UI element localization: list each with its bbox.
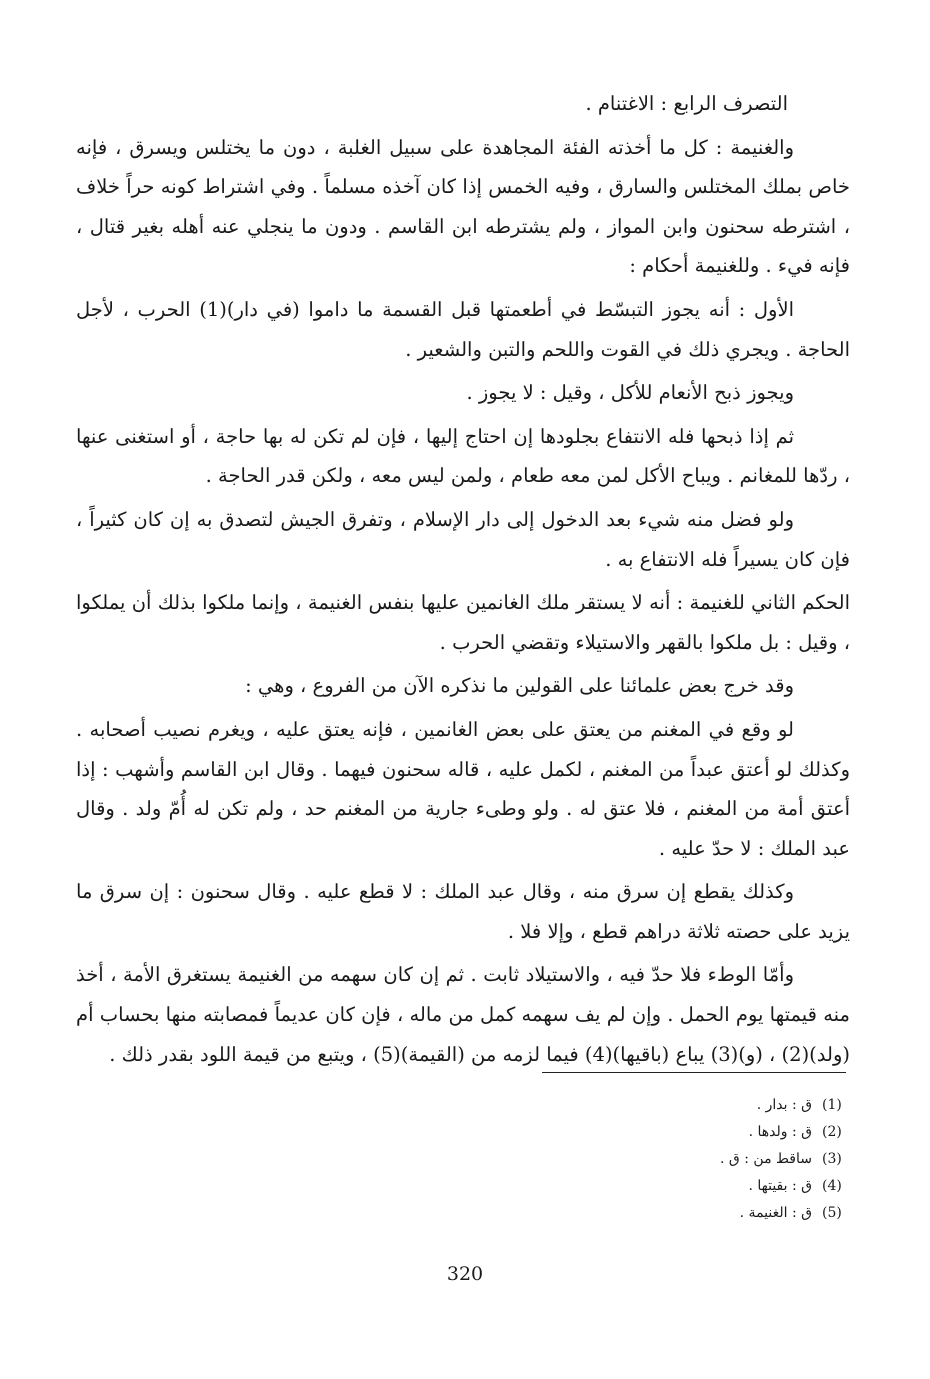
footnote-item: [544, 1092, 844, 1119]
main-text: [76, 84, 850, 1078]
footnote-number: (5): [822, 1205, 842, 1221]
footnote-text: ق : الغنيمة .: [739, 1205, 812, 1221]
section-heading: التصرف الرابع : الاغتنام .: [585, 92, 788, 115]
footnote-number: (2): [822, 1124, 842, 1140]
footnote-item: [544, 1146, 844, 1173]
footnote-text: ق : بقيتها .: [748, 1178, 812, 1194]
footnote-number: (1): [822, 1097, 842, 1113]
footnote-number: (4): [822, 1178, 842, 1194]
footnote-text: ق : بدار .: [756, 1097, 812, 1113]
page-number: 320: [446, 1263, 484, 1285]
footnote-text: ق : ولدها .: [748, 1124, 812, 1140]
paragraph-branches-intro: وقد خرج بعض علمائنا على القولين ما نذكره الآن من الفروع ، وهي :: [245, 674, 794, 698]
footnote-text: ساقط من : ق .: [720, 1151, 812, 1167]
paragraph-hides: ثم إذا ذبحها فله الانتفاع بجلودها إن احتاج إليها ، فإن لم تكن له بها حاجة ، أو استغنى عنها ، ردّها للمغانم . ويباح الأكل لمن معه طعام ، ولمن ليس معه ، ولكن قدر الحاجة .: [76, 424, 850, 488]
paragraph-first-ruling: الأول : أنه يجوز التبسّط في أطعمتها قبل القسمة ما داموا (في دار)(1) الحرب ، لأجل الحاجة . ويجري ذلك في القوت واللحم والتبن والشعير .: [76, 297, 850, 361]
footnote-separator: [542, 1072, 846, 1073]
paragraph-manumission: لو وقع في المغنم من يعتق على بعض الغانمين ، فإنه يعتق عليه ، ويغرم نصيب أصحابه . وكذلك لو أعتق عبداً من المغنم ، لكمل عليه ، قاله سحنون فيهما . وقال ابن القاسم وأشهب : إذا أعتق أمة من المغنم ، فلا عتق له . ولو وطىء جارية من المغنم حد ، ولم تكن له أُمّ ولد . وقال عبد الملك : لا حدّ عليه .: [76, 717, 850, 860]
footnote-item: [544, 1119, 844, 1146]
paragraph-ghanima-definition: والغنيمة : كل ما أخذته الفئة المجاهدة على سبيل الغلبة ، دون ما يختلس ويسرق ، فإنه خاص بملك المختلس والسارق ، وفيه الخمس إذا كان آخذه مسلماً . وفي اشتراط كونه حراً خلاف ، اشترطه سحنون وابن المواز ، ولم يشترطه ابن القاسم . ودون ما ينجلي عنه أهله بغير قتال ، فإنه فيء . وللغنيمة أحكام :: [76, 135, 850, 278]
footnote-item: [544, 1173, 844, 1200]
paragraph-slaughter: ويجوز ذبح الأنعام للأكل ، وقيل : لا يجوز .: [466, 381, 794, 405]
footnote-item: [544, 1200, 844, 1227]
paragraph-surplus: ولو فضل منه شيء بعد الدخول إلى دار الإسلام ، وتفرق الجيش لتصدق به إن كان كثيراً ، فإن كان يسيراً فله الانتفاع به .: [76, 507, 850, 571]
footnotes: [544, 1092, 844, 1227]
footnote-number: (3): [822, 1151, 842, 1167]
paragraph-intercourse: وأمّا الوطء فلا حدّ فيه ، والاستيلاد ثابت . ثم إن كان سهمه من الغنيمة يستغرق الأمة ، أخذ منه قيمتها يوم الحمل . وإن لم يف سهمه كمل من ماله ، فإن كان عديماً فمصابته منها بحساب أم (ولد)(2) ، (و)(3) يباع (باقيها)(4) فيما لزمه من (القيمة)(5) ، ويتبع من قيمة اللود بقدر ذلك .: [76, 963, 850, 1066]
paragraph-second-ruling: الحكم الثاني للغنيمة : أنه لا يستقر ملك الغانمين عليها بنفس الغنيمة ، وإنما ملكوا بذلك أن يملكوا ، وقيل : بل ملكوا بالقهر والاستيلاء وتقضي الحرب .: [76, 591, 850, 654]
paragraph-theft: وكذلك يقطع إن سرق منه ، وقال عبد الملك : لا قطع عليه . وقال سحنون : إن سرق ما يزيد على حصته ثلاثة دراهم قطع ، وإلا فلا .: [76, 880, 850, 943]
